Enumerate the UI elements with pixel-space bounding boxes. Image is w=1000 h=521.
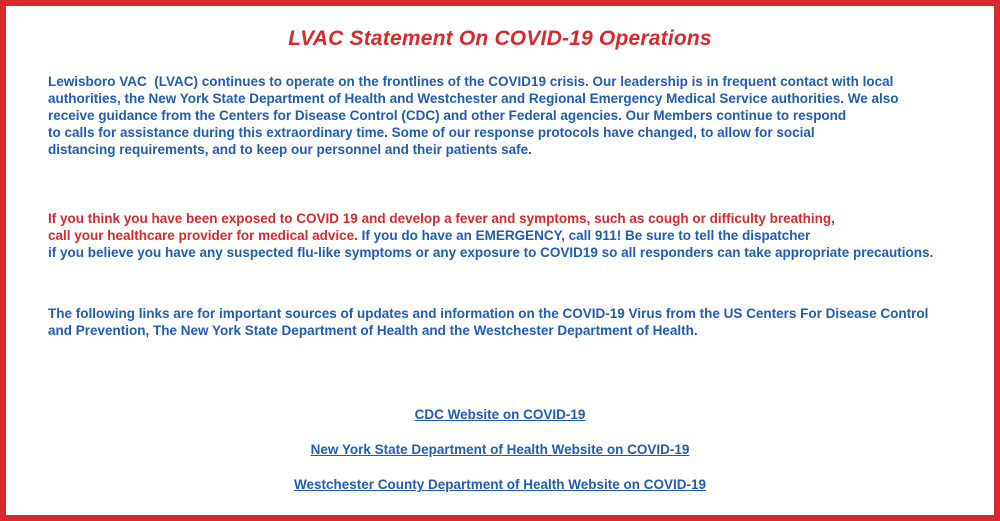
text-line: authorities, the New York State Department of Health and Westchester and Regional Emergency Medical Service authorities. We also xyxy=(48,91,899,106)
text-line: The following links are for important sources of updates and information on the COVID-19 Virus from the US Centers For Disease Control xyxy=(48,306,929,321)
text-line: Lewisboro VAC (LVAC) continues to operate on the frontlines of the COVID19 crisis. Our leadership is in frequent contact with local xyxy=(48,74,894,89)
nys-doh-covid-link[interactable]: New York State Department of Health Website on COVID-19 xyxy=(310,442,690,457)
cdc-covid-link[interactable]: CDC Website on COVID-19 xyxy=(414,407,586,422)
text-line: if you believe you have any suspected flu-like symptoms or any exposure to COVID19 so all responders can take appropriate precautions. xyxy=(48,245,934,260)
link-row xyxy=(6,441,994,458)
warning-red-segment: call your healthcare provider for medical advice. xyxy=(48,228,362,243)
link-row xyxy=(6,406,994,423)
link-row xyxy=(6,476,994,493)
text-line: to calls for assistance during this extraordinary time. Some of our response protocols have changed, to allow for social xyxy=(48,125,815,140)
text-line: distancing requirements, and to keep our personnel and their patients safe. xyxy=(48,142,532,157)
text-line xyxy=(48,227,966,244)
exposure-warning-paragraph xyxy=(48,210,966,261)
text-line: and Prevention, The New York State Department of Health and the Westchester Department of Health. xyxy=(48,323,698,338)
text-line: receive guidance from the Centers for Disease Control (CDC) and other Federal agencies. Our Members continue to respond xyxy=(48,108,847,123)
warning-blue-segment: If you do have an EMERGENCY, call 911! Be sure to tell the dispatcher xyxy=(361,228,811,243)
links-intro-paragraph xyxy=(48,305,966,339)
intro-paragraph xyxy=(48,73,966,158)
links-section xyxy=(6,406,994,493)
text-line: If you think you have been exposed to COVID 19 and develop a fever and symptoms, such as cough or difficulty breathing, xyxy=(48,211,835,226)
page-title: LVAC Statement On COVID-19 Operations xyxy=(288,27,712,50)
westchester-doh-covid-link[interactable]: Westchester County Department of Health Website on COVID-19 xyxy=(293,477,707,492)
